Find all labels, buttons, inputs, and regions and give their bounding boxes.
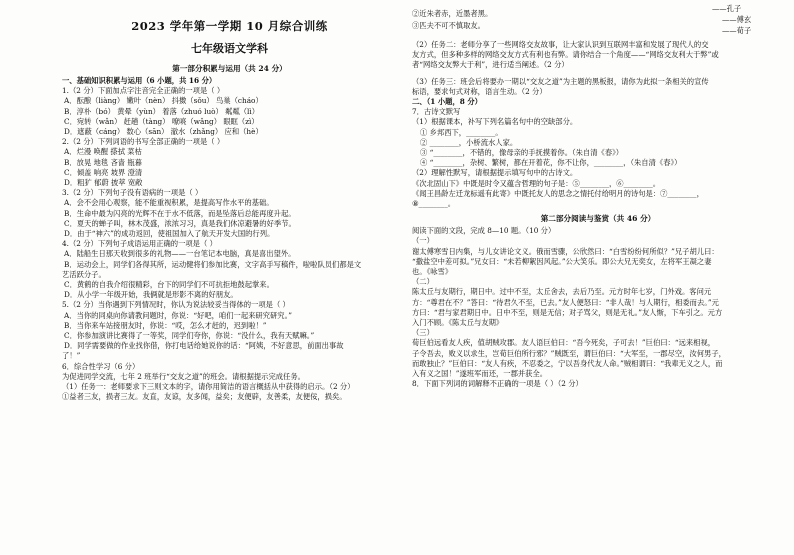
left-line: 为促进同学交流，七年 2 班举行“交友之道”的班会。请根据提示完成任务。 xyxy=(62,371,305,381)
right-line: ① 乡邦西下，________。 xyxy=(420,127,503,137)
left-line: 5.（2 分）当你遇到下列情况时，你认为说法较妥当得体的一项是（ ） xyxy=(62,300,290,310)
right-line: 《闻王昌龄左迁龙标遥有此寄》中既托友人的思念之情托付给明月的诗句是：⑦________， xyxy=(412,188,704,198)
left-line: 2.（2 分）下列词语的书写全部正确的一项是（ ） xyxy=(62,137,225,147)
left-line: B．当你来车站接朋友时，你说：“哎，怎么才赶的，迟到啦！” xyxy=(64,320,267,330)
left-line: D．从小学一年级开始，我俩就是形影不离的好朋友。 xyxy=(64,290,238,300)
left-line: C．宛转（wǎn） 赶趟（tàng） 嘹喨（wǎng） 眼眶（zì） xyxy=(64,116,259,126)
left-line: C．黄鹤的自我介绍很精彩，台下的同学们不可抗拒地鼓起掌来。 xyxy=(64,280,274,290)
part2-heading: 第二部分阅读与鉴赏（共 46 分） xyxy=(540,214,656,224)
right-line: ⑧________。 xyxy=(412,199,456,209)
left-line: 了！” xyxy=(62,351,81,361)
right-line: （2）理解性默写，请根据提示填写句中的古诗文。 xyxy=(412,168,578,178)
right-line: （1）根据课本，补写下列名篇名句中的空缺部分。 xyxy=(412,117,578,127)
left-line: 一、基础知识积累与运用（6 小题，共 16 分） xyxy=(62,76,217,85)
left-line: A．烂漫 唤醒 搽拭 菜枯 xyxy=(64,147,142,157)
right-line: 阅读下面的文段，完成 8—10 题。（10 分） xyxy=(412,226,556,236)
left-line: B．淳朴（bó） 黄晕（yùn） 着落（zhuó luò） 粼粼（lì） xyxy=(64,106,260,116)
right-line: （三） xyxy=(412,328,434,338)
left-line: 艺活跃分子。 xyxy=(62,269,106,279)
left-line: ①益者三友，损者三友。友直，友谅，友多闻，益矣；友便辟，友善柔，友便佞，损矣。 xyxy=(62,392,347,402)
left-column xyxy=(62,0,397,403)
right-line: （2）任务二：老师分享了一些网络交友故事，让大家认识到互联网丰富和发展了现代人的交 xyxy=(412,40,709,49)
left-line: 6．综合性学习（6 分） xyxy=(62,361,140,371)
right-line: “撒盐空中差可拟。”兄女曰：“未若柳絮因风起。”公大笑乐。即公大兄无奕女，左将军王凝之妻 xyxy=(412,256,712,266)
right-line: （二） xyxy=(412,277,434,287)
quote-source: ——傅玄 xyxy=(722,15,752,24)
part1-heading: 第一部分积累与运用（共 24 分） xyxy=(172,64,287,73)
left-line: B．放晃 地毯 吝啬 瓶暮 xyxy=(64,157,142,167)
right-line: ③匹夫不可不慎取友。 xyxy=(412,21,485,30)
right-line: ③ “________，不错的，像母亲的手抚摸着你。（朱自清《春》） xyxy=(420,148,624,158)
left-line: D．由于“神六”的成功返回，使祖国加入了航天开发大国的行列。 xyxy=(64,229,275,239)
right-line: ④ “________，杂树、繁树，都在开着花，你不让你，________，（朱自清《春》） xyxy=(420,158,682,168)
right-line: （3）任务三：班会后将要办一期以“交友之道”为主题的黑板报，请你为此拟一条相关的宣传 xyxy=(412,76,709,86)
left-line: 1.（2 分）下面加点字注音完全正确的一项是（ ） xyxy=(62,86,225,96)
left-line: A．会不会用心观察，能不能重视积累，是提高写作水平的基础。 xyxy=(64,198,274,208)
left-line: B．生命中最为闪亮的光辉不在于水不低落，而是坠落后总能再度升起。 xyxy=(64,208,296,218)
right-line: 方：“尊君在不？”答曰：“待君久不至，已去。”友人便怒曰：“非人哉！与人期行，相委而去。”元 xyxy=(412,297,719,307)
left-line: C．夏天的蝉子叫，林木茂盛，浓浓习习，真是我们休凉避暑的好季节。 xyxy=(64,218,296,228)
right-line: ②近朱者赤，近墨者黑。 xyxy=(412,9,493,18)
left-line: 4.（2 分）下列句子成语运用正确的一项是（ ） xyxy=(62,239,217,249)
exam-title: 2023 学年第一学期 10 月综合训练 xyxy=(131,19,328,33)
left-line: C．倾盖 响亮 坡界 澄清 xyxy=(64,167,143,177)
right-line: 荀巨伯远看友人疾，值胡贼攻郡。友人语巨伯曰：“吾今死矣，子可去！”巨伯曰：“远来相视， xyxy=(412,338,716,348)
right-line: 8．下面下列词的词解释不正确的一项是（ ）（2 分） xyxy=(412,379,583,389)
right-line: 入有义之国！”遂班军而还，一郡并获全。 xyxy=(412,369,548,379)
right-line: 子令吾去，败义以求生，岂荀巨伯所行邪？”贼既至，谓巨伯曰：“大军至，一郡尽空，汝何男子， xyxy=(412,348,726,358)
left-line: 3.（2 分）下列句子没有语病的一项是（ ） xyxy=(62,188,203,198)
quote-source: ——孔子 xyxy=(712,4,742,13)
quote-source: ——荀子 xyxy=(722,26,752,35)
left-line: D．同学需要做的作业找你借，你打电话给她说你的话：“阿姨，不好意思，前面出事故 xyxy=(64,341,344,351)
right-line: 标语，要求句式对称，语言生动。（2 分） xyxy=(412,86,547,96)
left-line: D．遮蔽（cáng） 数心（sān） 澈水（zhǎng） 应和（hè） xyxy=(64,127,263,137)
left-line: B．运动会上，同学们各得其所，运动健将们参加比赛，文字高手写稿件，啦啦队员们都是文 xyxy=(64,259,362,269)
right-line: 而敢独止？”巨伯曰：“友人有疾，不忍委之，宁以吾身代友人命。”贼相谓曰：“我辈无义之人，而 xyxy=(412,358,723,368)
left-line: D．粗犷 郁蔚 披萃 宽敞 xyxy=(64,178,143,188)
right-line: 陈太丘与友期行，期日中。过中不至，太丘舍去，去后乃至。元方时年七岁，门外戏。客问元 xyxy=(412,287,712,297)
left-line: （1）任务一：老师要求下三则文本的字，请你用简洁的语言概括从中获得的启示。（2 分） xyxy=(62,382,355,392)
right-line: 也。《咏雪》 xyxy=(412,267,453,277)
column-divider xyxy=(403,0,404,555)
right-line: 《次北固山下》中既是时令又蕴含哲理的句子是：⑤________，⑥________。 xyxy=(412,178,661,188)
right-line: 者“网络交友弊大于利”，进行适当阐述。（2 分） xyxy=(412,60,569,70)
right-line: 谢太傅寒雪日内集，与儿女讲论文义。俄而雪骤，公欣然曰：“白雪纷纷何所似？”兄子胡儿曰： xyxy=(412,246,719,256)
left-line: A．酝酿（liàng） 嫩叶（nèn） 抖擞（sǒu） 鸟巢（cháo） xyxy=(64,96,263,106)
right-line: ② ________，小桥流水人家。 xyxy=(420,137,518,147)
right-line: （一） xyxy=(412,236,434,246)
right-line: 二、（1 小题，8 分） xyxy=(412,97,482,107)
right-line: 方曰：“君与家君期日中。日中不至，则是无信；对子骂父，则是无礼。”友人惭，下车引之。元方 xyxy=(412,307,723,317)
exam-subtitle: 七年级语文学科 xyxy=(191,42,268,55)
right-line: 入门不顾。《陈太丘与友期》 xyxy=(412,318,504,328)
right-line: 友方式，但多种多样的网络交友方式有利也有弊。请你结合一个角度——“网络交友利大于弊”或 xyxy=(412,50,719,60)
right-column xyxy=(412,0,784,390)
left-line: A．陆船生日那天收到很多的礼物——一台笔记本电脑，真是喜出望外。 xyxy=(64,249,296,259)
right-line: 7．古诗文默写 xyxy=(412,107,461,117)
left-line: A．当你的同桌向你请教问题时，你说：“好吧，咱们一起来研究研究。” xyxy=(64,310,292,320)
left-line: C．你参加演讲比赛得了一等奖，同学们夸你，你说：“没什么，我有天赋嘛。” xyxy=(64,331,315,341)
